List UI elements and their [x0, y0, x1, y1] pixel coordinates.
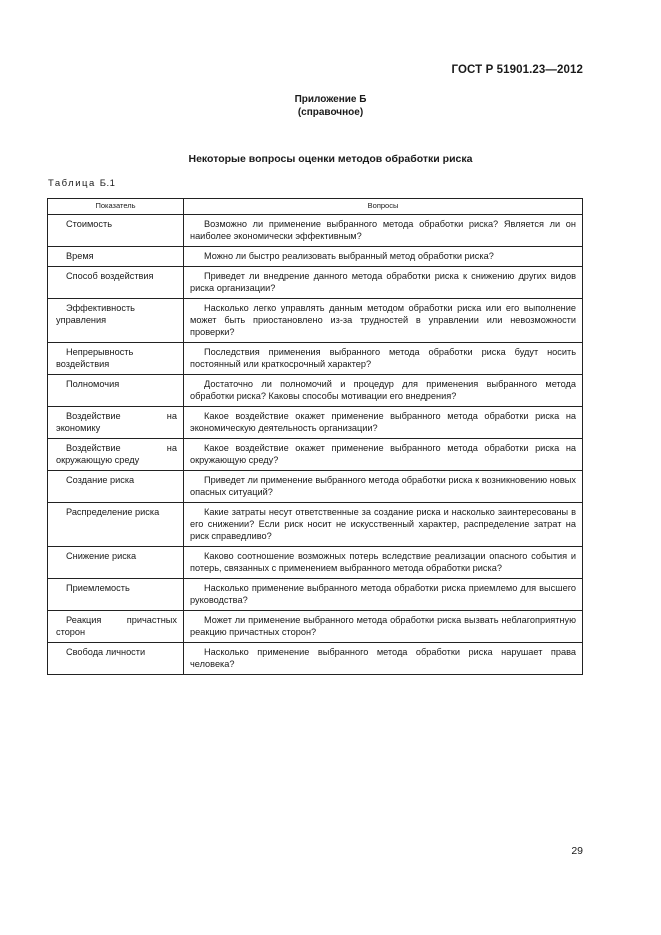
table-caption-number: Б.1 [99, 178, 116, 189]
table-row [48, 375, 583, 407]
question-cell [184, 547, 583, 579]
indicator-text: Непрерывность воздействия [56, 347, 134, 369]
question-cell [184, 611, 583, 643]
indicator-text: Распределение риска [66, 507, 160, 517]
indicator-text: Реакция причастных сторон [56, 615, 177, 637]
table-row [48, 547, 583, 579]
question-text: Насколько применение выбранного метода обработки риска приемлемо для высшего руководства? [190, 583, 576, 605]
question-text: Приведет ли применение выбранного метода обработки риска к возникновению новых опасных ситуаций? [190, 475, 576, 497]
indicator-cell [48, 611, 184, 643]
question-text: Какое воздействие окажет применение выбранного метода обработки риска на окружающую среду? [190, 443, 576, 465]
table-row [48, 471, 583, 503]
question-cell [184, 267, 583, 299]
indicator-text: Способ воздействия [66, 271, 154, 281]
appendix-heading [0, 93, 661, 119]
appendix-title: Приложение Б [294, 94, 367, 105]
table-row [48, 247, 583, 267]
table-row [48, 579, 583, 611]
indicator-text: Время [66, 251, 94, 261]
table-body [48, 215, 583, 675]
question-cell [184, 503, 583, 547]
indicator-cell [48, 375, 184, 407]
table-row [48, 215, 583, 247]
indicator-cell [48, 503, 184, 547]
question-text: Насколько легко управлять данным методом обработки риска или его выполнение может быть приостановлено из-за трудностей в управлении или невозможности проверки? [190, 303, 576, 337]
document-code: ГОСТ Р 51901.23—2012 [451, 64, 583, 76]
risk-methods-table [47, 198, 583, 675]
question-cell [184, 471, 583, 503]
table-row [48, 439, 583, 471]
table-row [48, 267, 583, 299]
page-number: 29 [571, 845, 583, 857]
question-text: Возможно ли применение выбранного метода обработки риска? Является ли он наиболее экономически эффективным? [190, 219, 576, 241]
column-header-indicator: Показатель [48, 199, 184, 215]
indicator-text: Приемлемость [66, 583, 130, 593]
question-cell [184, 407, 583, 439]
table-caption-label: Таблица [48, 178, 96, 189]
indicator-text: Воздействие на окружающую среду [56, 443, 177, 465]
table-row [48, 643, 583, 675]
indicator-text: Стоимость [66, 219, 112, 229]
indicator-cell [48, 579, 184, 611]
indicator-text: Эффективность управления [56, 303, 135, 325]
indicator-cell [48, 215, 184, 247]
page-title: Некоторые вопросы оценки методов обработки риска [188, 153, 473, 165]
indicator-cell [48, 643, 184, 675]
question-text: Приведет ли внедрение данного метода обработки риска к снижению других видов риска организации? [190, 271, 576, 293]
indicator-cell [48, 247, 184, 267]
question-cell [184, 247, 583, 267]
indicator-text: Снижение риска [66, 551, 137, 561]
column-header-questions: Вопросы [184, 199, 583, 215]
indicator-text: Полномочия [66, 379, 120, 389]
question-cell [184, 643, 583, 675]
indicator-cell [48, 267, 184, 299]
table-row [48, 299, 583, 343]
question-text: Можно ли быстро реализовать выбранный метод обработки риска? [204, 251, 494, 261]
question-text: Насколько применение выбранного метода обработки риска нарушает права человека? [190, 647, 576, 669]
indicator-cell [48, 343, 184, 375]
question-cell [184, 375, 583, 407]
indicator-cell [48, 471, 184, 503]
table-header-row [48, 199, 583, 215]
indicator-cell [48, 547, 184, 579]
question-cell [184, 215, 583, 247]
indicator-text: Воздействие на экономику [56, 411, 177, 433]
indicator-cell [48, 299, 184, 343]
appendix-subtitle: (справочное) [297, 107, 364, 118]
table-row [48, 611, 583, 643]
question-cell [184, 439, 583, 471]
indicator-cell [48, 407, 184, 439]
question-cell [184, 343, 583, 375]
question-text: Может ли применение выбранного метода обработки риска вызвать неблагоприятную реакцию причастных сторон? [190, 615, 576, 637]
question-text: Какое воздействие окажет применение выбранного метода обработки риска на экономическую деятельность организации? [190, 411, 576, 433]
table-row [48, 503, 583, 547]
table-row [48, 407, 583, 439]
question-text: Какие затраты несут ответственные за создание риска и насколько заинтересованы в его снижении? Если риск носит не искусственный характер, распределение затрат на риск справедливо? [190, 507, 576, 541]
table-row [48, 343, 583, 375]
question-cell [184, 579, 583, 611]
table-caption [48, 178, 115, 189]
question-text: Достаточно ли полномочий и процедур для применения выбранного метода обработки риска? Каковы способы мотивации его внедрения? [190, 379, 576, 401]
question-cell [184, 299, 583, 343]
indicator-text: Свобода личности [66, 647, 146, 657]
indicator-cell [48, 439, 184, 471]
question-text: Каково соотношение возможных потерь вследствие реализации опасного события и потерь, связанных с применением выбранного метода обработки риска? [190, 551, 576, 573]
question-text: Последствия применения выбранного метода обработки риска будут носить постоянный или краткосрочный характер? [190, 347, 576, 369]
indicator-text: Создание риска [66, 475, 135, 485]
